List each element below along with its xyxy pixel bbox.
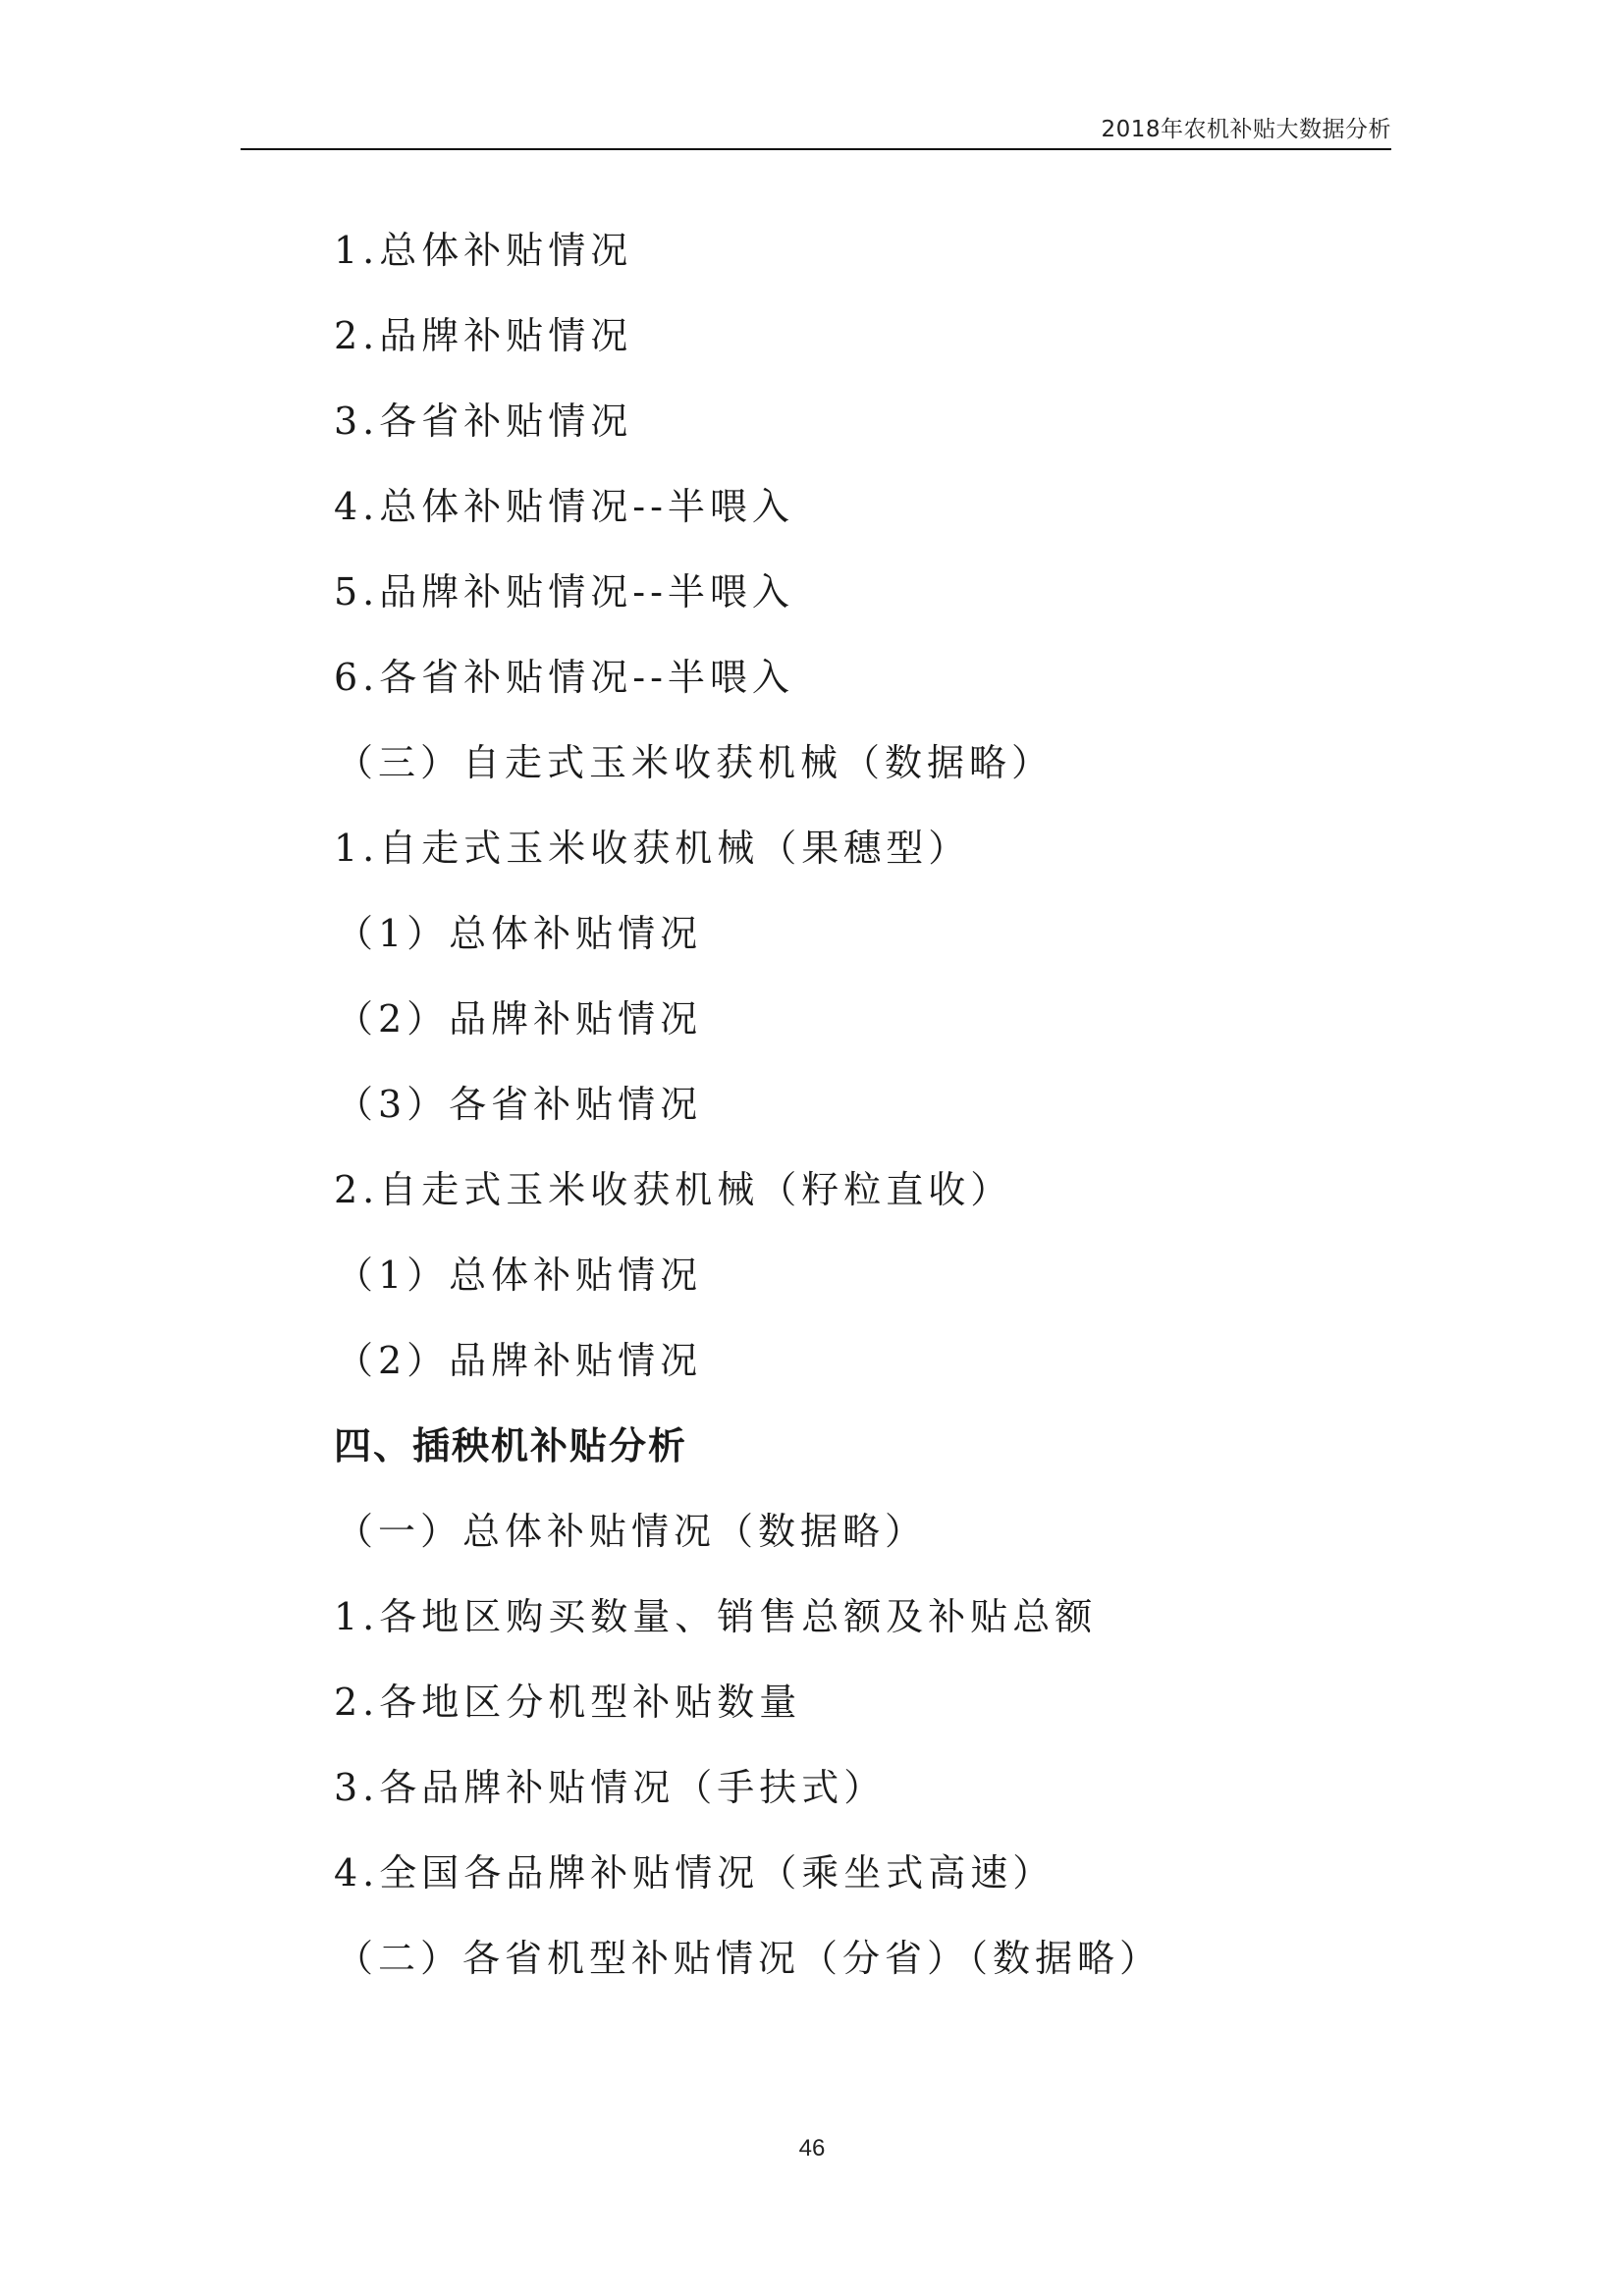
running-header: 2018年农机补贴大数据分析 — [1101, 117, 1391, 142]
list-item: （2）品牌补贴情况 — [336, 1339, 703, 1382]
section-heading: （一）总体补贴情况（数据略） — [336, 1510, 928, 1553]
list-item: （1）总体补贴情况 — [336, 912, 703, 955]
list-item: （1）总体补贴情况 — [336, 1254, 703, 1297]
list-item: 5.品牌补贴情况--半喂入 — [334, 570, 794, 614]
list-item: 4.全国各品牌补贴情况（乘坐式高速） — [334, 1851, 1056, 1895]
list-item: 6.各省补贴情况--半喂入 — [334, 656, 794, 699]
section-heading: （三）自走式玉米收获机械（数据略） — [336, 741, 1055, 784]
list-item: 1.各地区购买数量、销售总额及补贴总额 — [334, 1595, 1098, 1638]
list-item: 2.各地区分机型补贴数量 — [334, 1681, 802, 1724]
list-item: 4.总体补贴情况--半喂入 — [334, 485, 794, 528]
chapter-heading: 四、插秧机补贴分析 — [334, 1424, 688, 1468]
list-item: 1.总体补贴情况 — [334, 229, 633, 272]
list-item: 2.品牌补贴情况 — [334, 314, 633, 357]
page-number: 46 — [798, 2135, 826, 2162]
section-heading: （二）各省机型补贴情况（分省）（数据略） — [336, 1937, 1163, 1980]
list-item: 2.自走式玉米收获机械（籽粒直收） — [334, 1168, 1013, 1211]
list-item: 3.各品牌补贴情况（手扶式） — [334, 1766, 887, 1809]
list-item: （2）品牌补贴情况 — [336, 997, 703, 1041]
list-item: （3）各省补贴情况 — [336, 1083, 703, 1126]
list-item: 3.各省补贴情况 — [334, 400, 633, 443]
list-item: 1.自走式玉米收获机械（果穗型） — [334, 827, 971, 870]
